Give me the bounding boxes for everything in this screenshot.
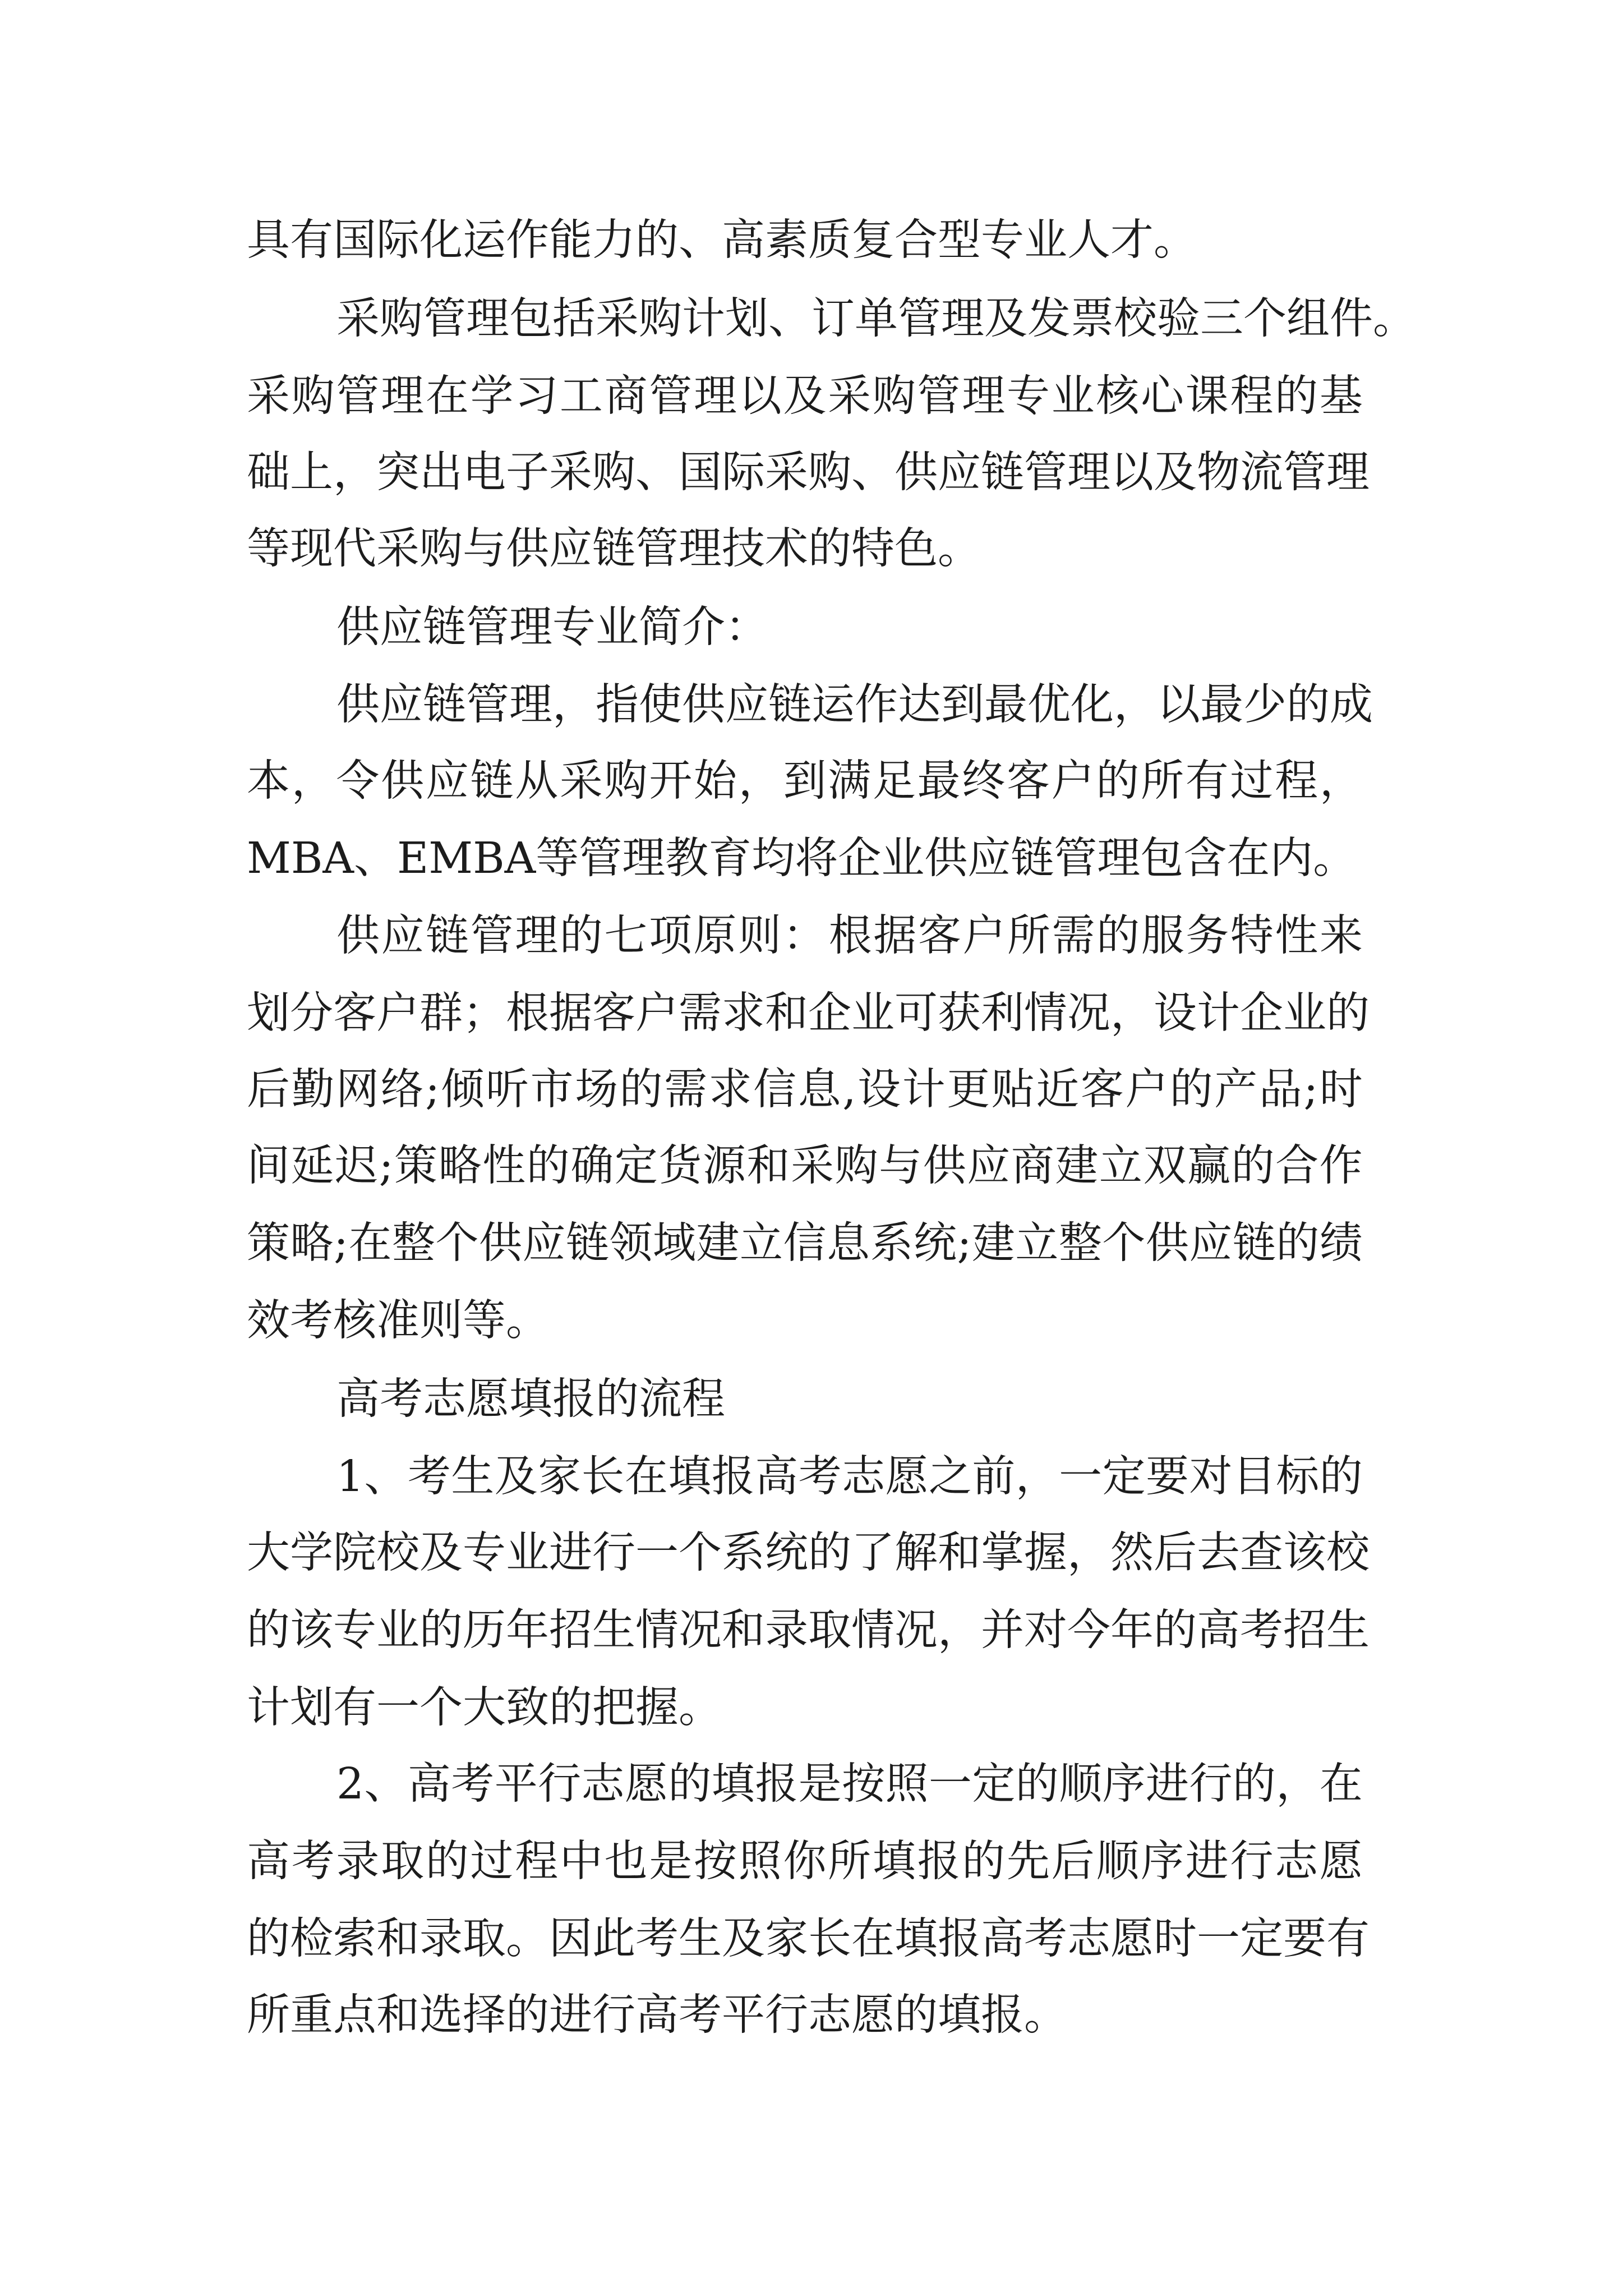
text-line: 所重点和选择的进行高考平行志愿的填报。 [247,1990,1067,2040]
text-line: 计划有一个大致的把握。 [247,1683,722,1733]
text-line: 高 考 录 取 的 过 程 中 也 是 按 照 你 所 填 报 的 先 后 顺 序 进 行 志 愿 [247,1837,1363,1887]
section-heading: 高考志愿填报的流程 [336,1374,725,1424]
text-line: 大 学 院 校 及 专 业 进 行 一 个 系 统 的 了 解 和 掌 握 ， 然 后 去 查 该 校 [247,1528,1370,1578]
text-line: 策 略 ; 在 整 个 供 应 链 领 域 建 立 信 息 系 统 ; 建 立 整 个 供 应 链 的 绩 [247,1218,1363,1268]
text-line: MBA、EMBA等管理教育均将企业供应链管理包含在内。 [247,834,1357,884]
text-line: 1 、 考 生 及 家 长 在 填 报 高 考 志 愿 之 前 ， 一 定 要 对 目 标 的 [336,1452,1363,1502]
text-line: 具有国际化运作能力的、高素质复合型专业人才。 [247,215,1197,265]
text-line: 的 该 专 业 的 历 年 招 生 情 况 和 录 取 情 况 ， 并 对 今 年 的 高 考 招 生 [247,1605,1370,1655]
text-line: 供 应 链 管 理 的 七 项 原 则 ： 根 据 客 户 所 需 的 服 务 特 性 来 [336,911,1363,961]
text-line: 供 应 链 管 理 ， 指 使 供 应 链 运 作 达 到 最 优 化 ， 以 最 少 的 成 [336,680,1373,730]
text-line: 的 检 索 和 录 取 。 因 此 考 生 及 家 长 在 填 报 高 考 志 愿 时 一 定 要 有 [247,1914,1370,1964]
text-line: 础 上 ， 突 出 电 子 采 购 、 国 际 采 购 、 供 应 链 管 理 以 及 物 流 管 理 [247,448,1370,498]
text-line: 等现代采购与供应链管理技术的特色。 [247,524,981,574]
section-heading: 供应链管理专业简介： [336,602,768,652]
text-line: 效考核准则等。 [247,1296,549,1346]
text-line: 间 延 迟 ; 策 略 性 的 确 定 货 源 和 采 购 与 供 应 商 建 立 双 赢 的 合 作 [247,1141,1363,1191]
text-line: 划 分 客 户 群 ； 根 据 客 户 需 求 和 企 业 可 获 利 情 况 ， 设 计 企 业 的 [247,988,1370,1038]
text-line: 本 ， 令 供 应 链 从 采 购 开 始 ， 到 满 足 最 终 客 户 的 所 有 过 程 ， [247,756,1363,806]
text-line: 后 勤 网 络 ; 倾 听 市 场 的 需 求 信 息 , 设 计 更 贴 近 客 户 的 产 品 ; 时 [247,1065,1363,1115]
text-line: 采 购 管 理 包 括 采 购 计 划 、 订 单 管 理 及 发 票 校 验 三 个 组 件 。 [336,294,1416,344]
text-line: 2 、 高 考 平 行 志 愿 的 填 报 是 按 照 一 定 的 顺 序 进 行 的 ， 在 [336,1759,1363,1809]
text-line: 采 购 管 理 在 学 习 工 商 管 理 以 及 采 购 管 理 专 业 核 心 课 程 的 基 [247,371,1363,421]
